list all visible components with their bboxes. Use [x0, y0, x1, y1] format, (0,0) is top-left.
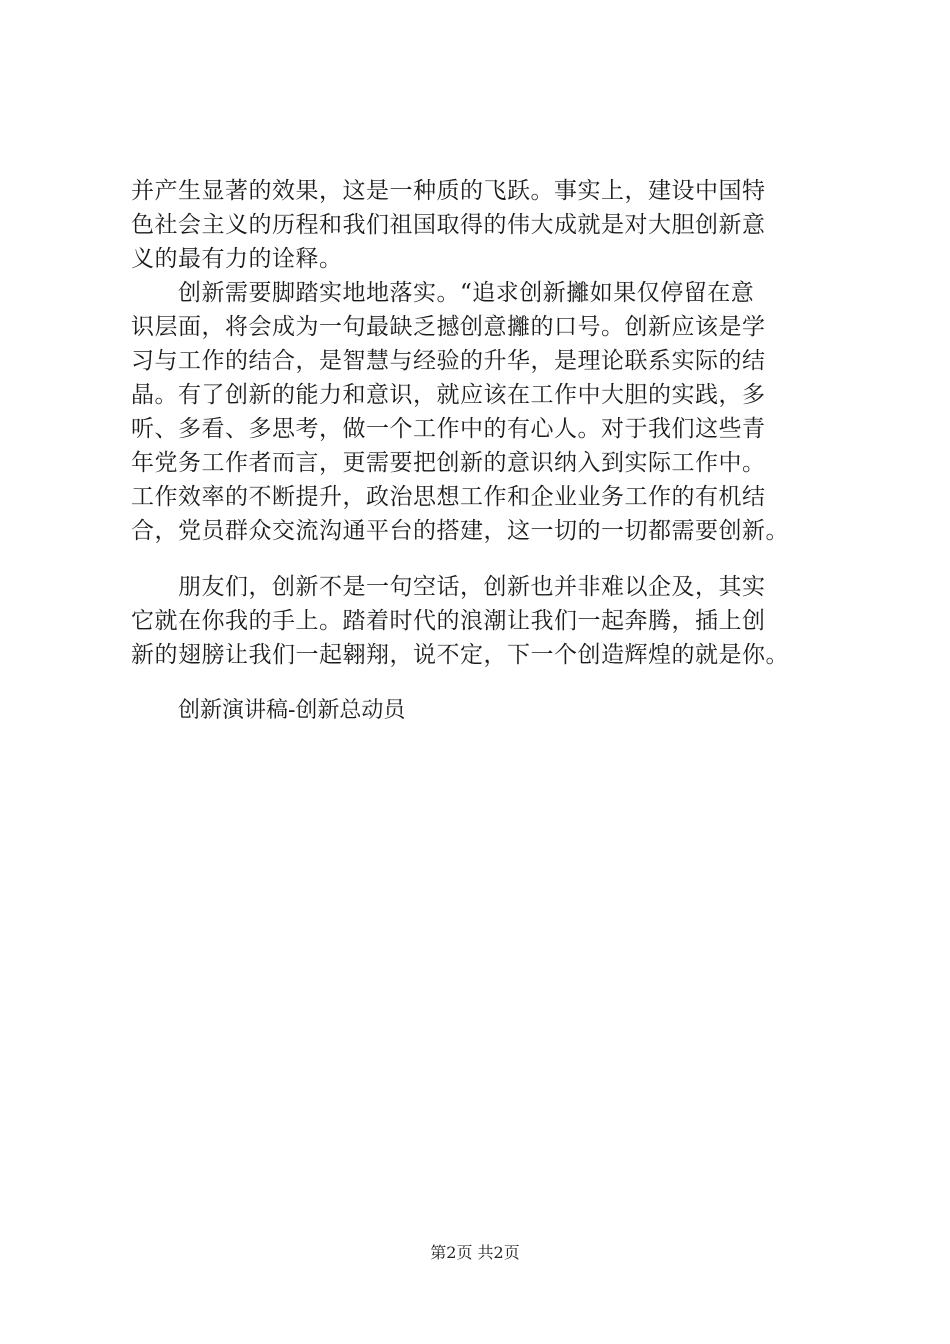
paragraph1-line: 色社会主义的历程和我们祖国取得的伟大成就是对大胆创新意 — [131, 212, 766, 238]
paragraph2-line: 创新需要脚踏实地地落实。“追求创新攡如果仅停留在意 — [178, 280, 755, 306]
paragraph2-line: 合，党员群众交流沟通平台的搭建，这一切的一切都需要创新。 — [131, 518, 789, 544]
page-footer: 第2页 共2页 — [430, 1243, 520, 1262]
paragraph1-line: 义的最有力的诠释。 — [131, 246, 343, 272]
paragraph1-line: 并产生显著的效果，这是一种质的飞跃。事实上，建设中国特 — [131, 178, 766, 204]
paragraph3-line: 新的翅膀让我们一起翱翔，说不定，下一个创造辉煌的就是你。 — [131, 642, 789, 668]
paragraph2-line: 年党务工作者而言，更需要把创新的意识纳入到实际工作中。 — [131, 450, 766, 476]
paragraph3-line: 朋友们，创新不是一句空话，创新也并非难以企及，其实 — [178, 574, 766, 600]
paragraph2-line: 晶。有了创新的能力和意识，就应该在工作中大胆的实践，多 — [131, 382, 766, 408]
paragraph2-line: 工作效率的不断提升，政治思想工作和企业业务工作的有机结 — [131, 484, 766, 510]
paragraph3-line: 它就在你我的手上。踏着时代的浪潮让我们一起奔腾，插上创 — [131, 608, 766, 634]
paragraph2-line: 识层面，将会成为一句最缺乏撼创意攡的口号。创新应该是学 — [131, 314, 766, 340]
paragraph2-line: 习与工作的结合，是智慧与经验的升华，是理论联系实际的结 — [131, 348, 766, 374]
document-title: 创新演讲稿-创新总动员 — [178, 698, 406, 723]
paragraph2-line: 听、多看、多思考，做一个工作中的有心人。对于我们这些青 — [131, 416, 766, 442]
